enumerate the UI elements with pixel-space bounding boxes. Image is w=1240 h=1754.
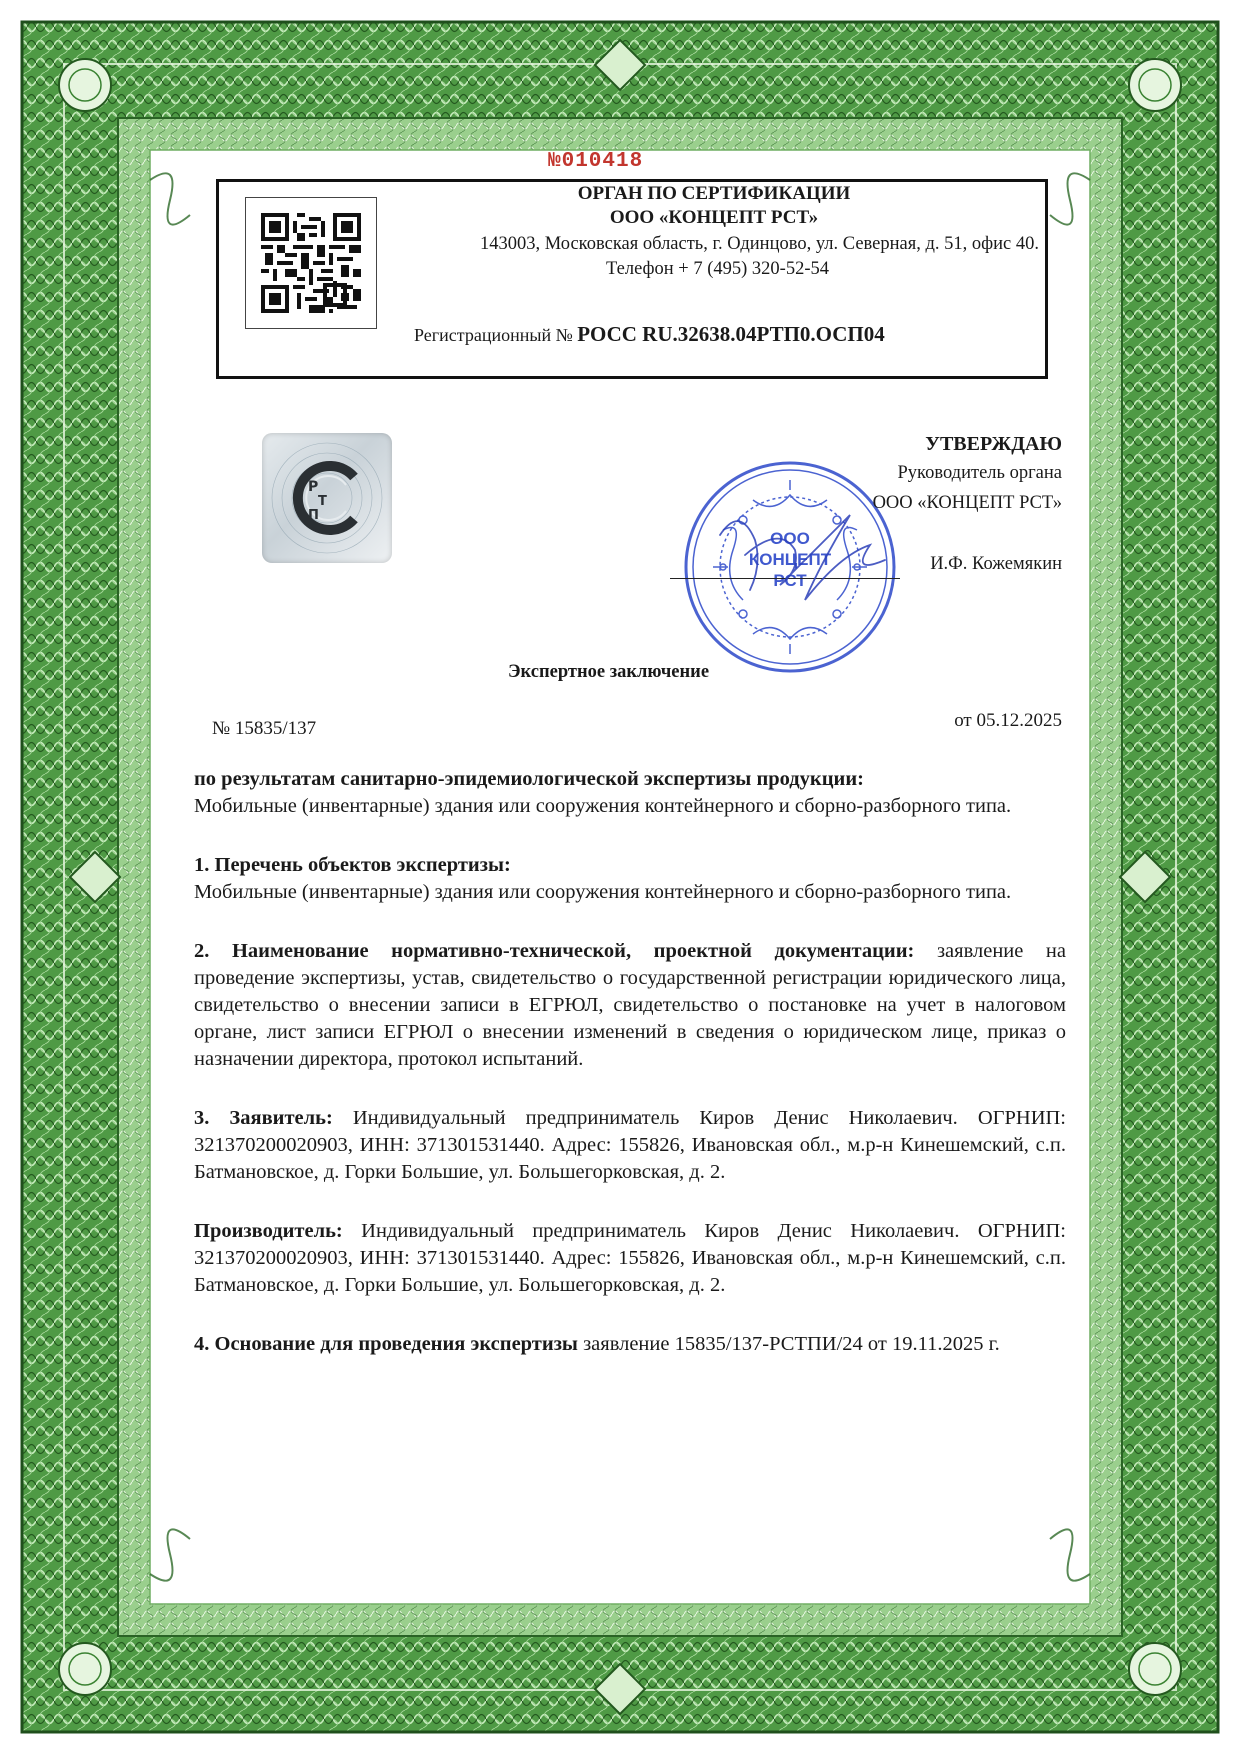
producer-section xyxy=(194,1218,1066,1299)
section-3 xyxy=(194,1105,1066,1186)
certification-body-box xyxy=(216,179,1048,379)
approval-organization: ООО «КОНЦЕПТ РСТ» xyxy=(872,493,1062,513)
section-1-heading: 1. Перечень объектов экспертизы: xyxy=(194,854,511,876)
stamp-line3: РСТ xyxy=(773,571,807,590)
org-title-line2: ООО «КОНЦЕПТ РСТ» xyxy=(609,207,819,228)
section-2-heading: 2. Наименование нормативно-технической, проектной документации: xyxy=(194,940,915,962)
section-4-text: заявление 15835/137-РСТПИ/24 от 19.11.2025 г. xyxy=(583,1333,1000,1355)
intro-text: Мобильные (инвентарные) здания или сооружения контейнерного и сборно-разборного типа. xyxy=(194,795,1012,817)
section-3-heading: 3. Заявитель: xyxy=(194,1107,333,1129)
section-1 xyxy=(194,852,1066,906)
rst-certification-logo xyxy=(262,433,392,563)
org-registration xyxy=(414,322,885,347)
handwritten-signature xyxy=(700,495,910,615)
intro-paragraph xyxy=(194,766,1066,820)
org-phone: Телефон + 7 (495) 320-52-54 xyxy=(606,259,829,279)
approval-position: Руководитель органа xyxy=(897,463,1062,483)
producer-heading: Производитель: xyxy=(194,1220,343,1242)
org-title-line1: ОРГАН ПО СЕРТИФИКАЦИИ xyxy=(577,183,851,204)
section-1-text: Мобильные (инвентарные) здания или сооружения контейнерного и сборно-разборного типа. xyxy=(194,881,1012,903)
section-2-text: заявление на проведение экспертизы, устав, свидетельство о государственной регистрации юридического лица, свидетельство о внесении записи в ЕГРЮЛ, свидетельство о постановке на учет в налоговом органе, лист записи ЕГРЮЛ о внесении изменений в сведения о юридическом лице, приказ о назначении директора, протокол испытаний. xyxy=(194,940,1066,1070)
document-date: от 05.12.2025 xyxy=(954,710,1062,731)
qr-code xyxy=(245,197,377,329)
document-number: № 15835/137 xyxy=(212,718,317,739)
reg-label: Регистрационный № xyxy=(414,325,573,345)
svg-text:Т: Т xyxy=(318,494,327,509)
intro-heading: по результатам санитарно-эпидемиологической экспертизы продукции: xyxy=(194,768,865,790)
serial-number: №010418 xyxy=(548,150,644,173)
stamp-line2: КОНЦЕПТ xyxy=(748,550,832,569)
approval-heading: УТВЕРЖДАЮ xyxy=(925,433,1062,455)
section-4-heading: 4. Основание для проведения экспертизы xyxy=(194,1333,578,1355)
document-title: Экспертное заключение xyxy=(508,662,710,682)
approval-signatory-name: И.Ф. Кожемякин xyxy=(930,554,1062,574)
svg-text:Р: Р xyxy=(308,479,319,495)
document-body xyxy=(194,766,1066,1390)
section-2 xyxy=(194,938,1066,1073)
section-4 xyxy=(194,1331,1066,1358)
reg-number: РОСС RU.32638.04РТП0.ОСП04 xyxy=(577,322,885,346)
org-address: 143003, Московская область, г. Одинцово, ул. Северная, д. 51, офис 40. xyxy=(480,234,1039,254)
svg-text:П: П xyxy=(308,508,319,523)
stamp-line1: ООО xyxy=(770,529,810,548)
section-3-text: Индивидуальный предприниматель Киров Денис Николаевич. ОГРНИП: 321370200020903, ИНН: 371301531440. Адрес: 155826, Ивановская обл., м.р-н Кинешемский, с.п. Батмановское, д. Горки Большие, ул. Большегорковская, д. 2. xyxy=(194,1107,1066,1183)
producer-text: Индивидуальный предприниматель Киров Денис Николаевич. ОГРНИП: 321370200020903, ИНН: 371301531440. Адрес: 155826, Ивановская обл., м.р-н Кинешемский, с.п. Батмановское, д. Горки Большие, ул. Большегорковская, д. 2. xyxy=(194,1220,1066,1296)
